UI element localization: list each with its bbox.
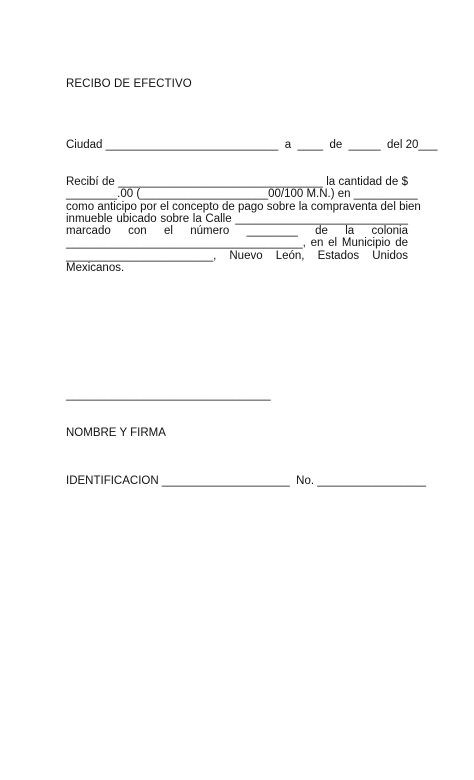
identification-line: IDENTIFICACION ____________________ No. _________________ [66, 475, 426, 487]
body-line: marcado con el número ________ de la colonia [66, 225, 408, 238]
body-line: _____________________________________, en el Municipio de [66, 237, 408, 250]
signature-label: NOMBRE Y FIRMA [66, 427, 166, 439]
document-title: RECIBO DE EFECTIVO [66, 78, 192, 90]
signature-line: ________________________________ [66, 389, 271, 401]
body-line: Recibí de ________________________________ la cantidad de $ [66, 176, 408, 188]
body-line: inmueble ubicado sobre la Calle ___________________________ [66, 212, 408, 225]
body-line: como anticipo por el concepto de pago sobre la compraventa del bien [66, 200, 421, 213]
receipt-body [66, 176, 421, 275]
body-line: ________.00 (____________________00/100 M.N.) en __________ [66, 188, 418, 201]
city-date-line: Ciudad ___________________________ a ____ de _____ del 20___ [66, 139, 438, 151]
body-line: Mexicanos. [66, 262, 125, 275]
body-line: _______________________, Nuevo León, Estados Unidos [66, 249, 408, 262]
